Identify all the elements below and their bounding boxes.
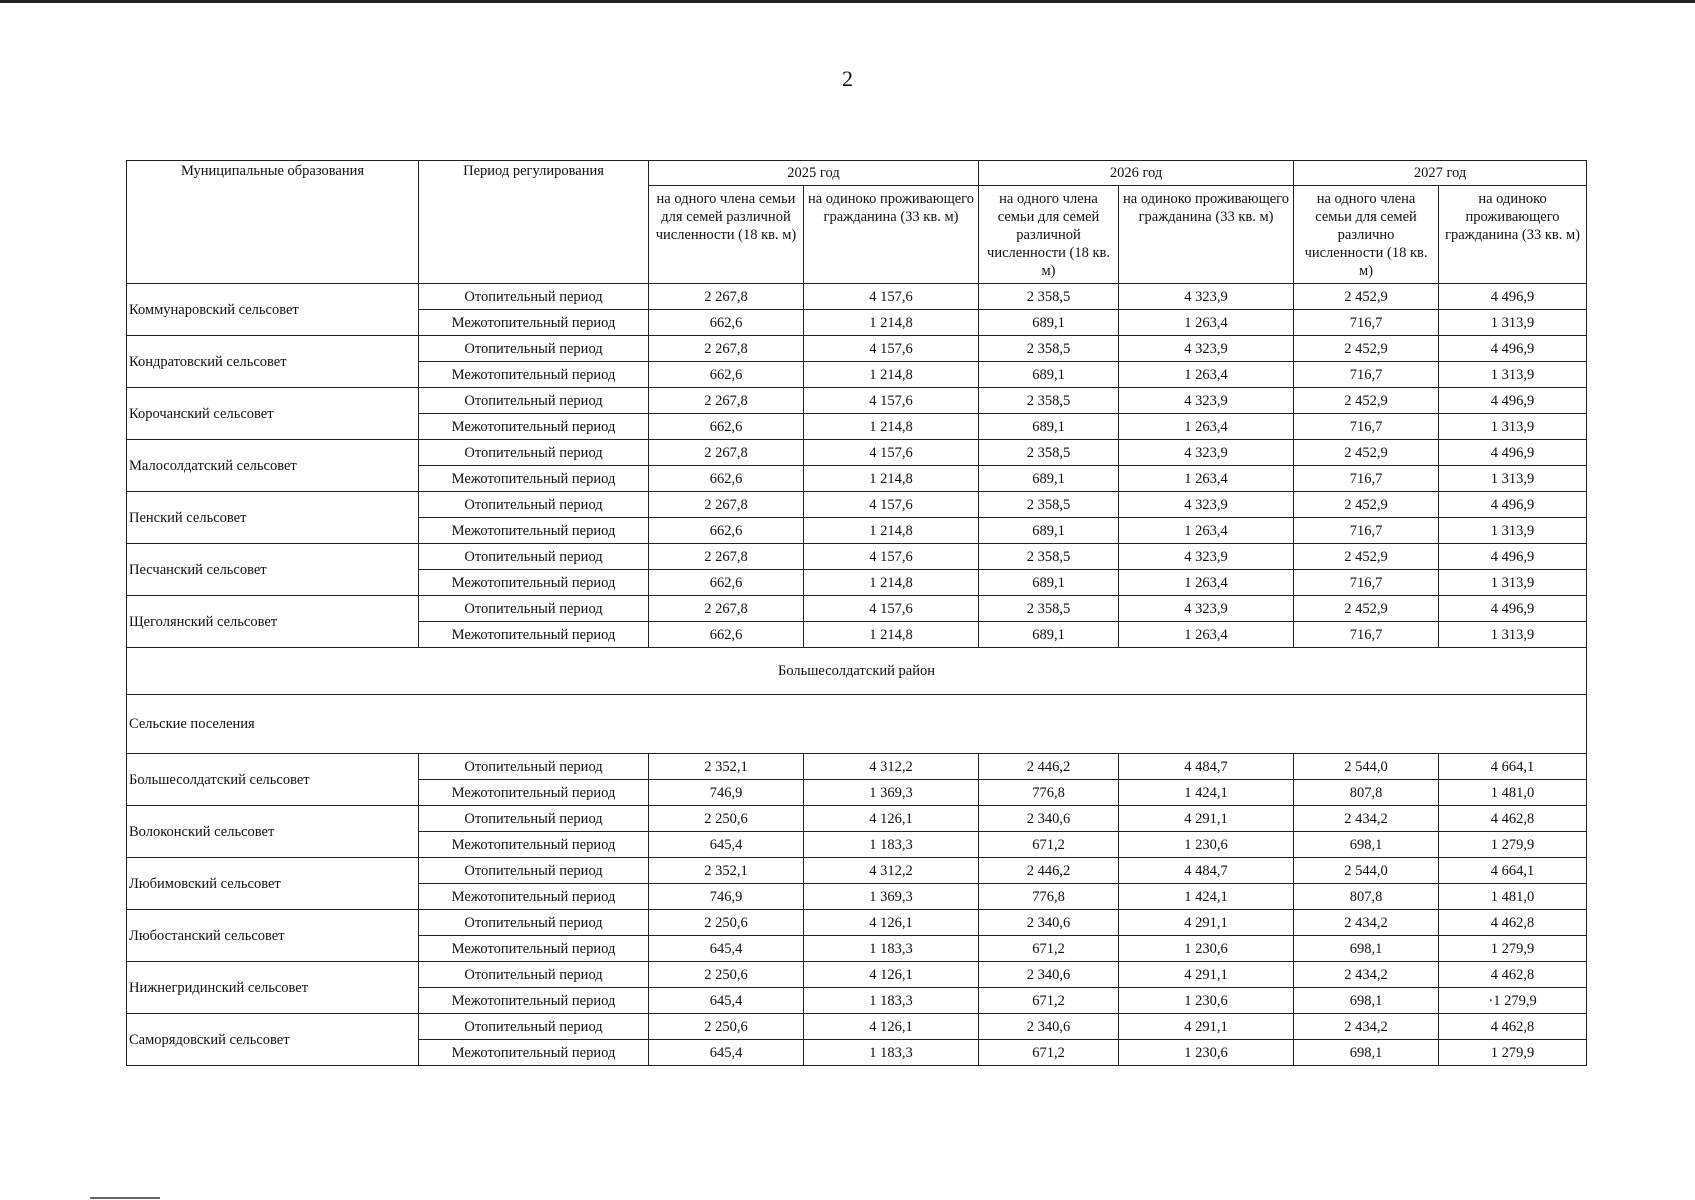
tariff-value: 4 462,8 [1439,806,1587,832]
tariff-value: 671,2 [979,1040,1119,1066]
header-municipality: Муниципальные образования [127,161,419,284]
district-block [127,648,1587,754]
tariff-value: 4 157,6 [804,388,979,414]
tariff-value: 2 352,1 [649,858,804,884]
tariff-value: 1 263,4 [1119,518,1294,544]
tariff-value: 2 358,5 [979,336,1119,362]
heating-period-label: Отопительный период [419,544,649,570]
heating-period-label: Отопительный период [419,806,649,832]
tariff-value: 807,8 [1294,884,1439,910]
tariff-value: 1 369,3 [804,884,979,910]
header-single-2025: на одиноко проживающего гражданина (33 кв. м) [804,186,979,284]
tariff-value: 1 214,8 [804,414,979,440]
municipality-name: Саморядовский сельсовет [127,1014,419,1066]
tariff-value: 4 496,9 [1439,596,1587,622]
header-period: Период регулирования [419,161,649,284]
tariff-value: 1 230,6 [1119,936,1294,962]
tariff-value: 716,7 [1294,466,1439,492]
tariff-value: 1 279,9 [1439,832,1587,858]
tariff-value: 2 544,0 [1294,858,1439,884]
tariff-value: 4 496,9 [1439,336,1587,362]
municipality-name: Любимовский сельсовет [127,858,419,910]
tariff-value: 2 446,2 [979,858,1119,884]
tariff-value: 2 452,9 [1294,336,1439,362]
tariff-value: 4 462,8 [1439,962,1587,988]
municipality-name: Коммунаровский сельсовет [127,284,419,336]
tariff-value: 645,4 [649,1040,804,1066]
tariff-value: 689,1 [979,570,1119,596]
tariff-value: 4 462,8 [1439,910,1587,936]
tariff-value: 4 126,1 [804,1014,979,1040]
tariff-value: 4 291,1 [1119,910,1294,936]
municipality-name: Пенский сельсовет [127,492,419,544]
tariff-value: 4 664,1 [1439,858,1587,884]
tariff-value: 698,1 [1294,832,1439,858]
tariff-value: 807,8 [1294,780,1439,806]
tariff-value: 4 496,9 [1439,440,1587,466]
tariff-value: 2 267,8 [649,388,804,414]
tariff-value: 1 183,3 [804,988,979,1014]
tariff-value: 2 267,8 [649,544,804,570]
tariff-value: 1 313,9 [1439,466,1587,492]
tariff-value: 2 434,2 [1294,1014,1439,1040]
tariff-value: 4 291,1 [1119,962,1294,988]
tariff-value: 2 358,5 [979,492,1119,518]
municipality-name: Волоконский сельсовет [127,806,419,858]
tariff-value: 4 496,9 [1439,492,1587,518]
page-number: 2 [842,66,853,91]
tariff-value: 2 434,2 [1294,806,1439,832]
tariff-value: 2 452,9 [1294,388,1439,414]
non-heating-period-label: Межотопительный период [419,988,649,1014]
tariff-value: 2 452,9 [1294,284,1439,310]
tariff-value: 1 424,1 [1119,884,1294,910]
tariff-value: 2 267,8 [649,336,804,362]
municipality-name: Малосолдатский сельсовет [127,440,419,492]
tariff-value: 662,6 [649,622,804,648]
tariff-value: 1 230,6 [1119,832,1294,858]
tariff-value: 2 340,6 [979,962,1119,988]
tariff-value: 2 358,5 [979,284,1119,310]
table-row [127,492,1587,518]
tariff-value: 4 323,9 [1119,596,1294,622]
tariff-value: 716,7 [1294,570,1439,596]
municipality-name: Песчанский сельсовет [127,544,419,596]
tariff-value: 2 452,9 [1294,544,1439,570]
heating-period-label: Отопительный период [419,388,649,414]
table-row [127,388,1587,414]
tariff-value: 4 484,7 [1119,858,1294,884]
tariff-value: 662,6 [649,310,804,336]
tariff-value: 4 312,2 [804,754,979,780]
municipality-name: Щеголянский сельсовет [127,596,419,648]
tariff-value: 1 214,8 [804,466,979,492]
municipality-name: Корочанский сельсовет [127,388,419,440]
tariff-value: 1 183,3 [804,1040,979,1066]
document-body [126,160,1586,1066]
tariff-value: 1 263,4 [1119,414,1294,440]
non-heating-period-label: Межотопительный период [419,936,649,962]
header-single-2026: на одиноко проживающего гражданина (33 кв. м) [1119,186,1294,284]
municipality-name: Любостанский сельсовет [127,910,419,962]
tariff-value: 2 340,6 [979,910,1119,936]
tariff-value: 662,6 [649,414,804,440]
tariff-value: 776,8 [979,884,1119,910]
header-year-2026: 2026 год [979,161,1294,186]
tariff-value: 4 462,8 [1439,1014,1587,1040]
tariff-value: 4 157,6 [804,336,979,362]
section-2-rows [127,754,1587,1066]
tariff-value: 1 230,6 [1119,1040,1294,1066]
tariff-value: 746,9 [649,780,804,806]
tariff-value: 1 263,4 [1119,310,1294,336]
tariff-value: 662,6 [649,362,804,388]
non-heating-period-label: Межотопительный период [419,1040,649,1066]
tariff-value: 4 312,2 [804,858,979,884]
table-row [127,336,1587,362]
scan-footer-mark [90,1197,160,1199]
tariff-value: 2 267,8 [649,440,804,466]
heating-period-label: Отопительный период [419,858,649,884]
table-row [127,544,1587,570]
subgroup-title: Сельские поселения [127,695,1587,754]
heating-period-label: Отопительный период [419,284,649,310]
table-row [127,440,1587,466]
tariff-value: 4 157,6 [804,544,979,570]
heating-period-label: Отопительный период [419,910,649,936]
non-heating-period-label: Межотопительный период [419,570,649,596]
tariff-value: 4 126,1 [804,910,979,936]
non-heating-period-label: Межотопительный период [419,414,649,440]
tariff-value: 1 214,8 [804,362,979,388]
tariff-value: 1 183,3 [804,936,979,962]
tariff-value: 671,2 [979,988,1119,1014]
non-heating-period-label: Межотопительный период [419,884,649,910]
municipality-name: Большесолдатский сельсовет [127,754,419,806]
tariff-value: 1 214,8 [804,570,979,596]
table-row [127,754,1587,780]
tariff-value: 698,1 [1294,936,1439,962]
tariff-value: 2 452,9 [1294,492,1439,518]
header-per-member-2025: на одного члена семьи для семей различной численности (18 кв. м) [649,186,804,284]
tariff-value: 1 214,8 [804,622,979,648]
tariff-value: 1 263,4 [1119,466,1294,492]
non-heating-period-label: Межотопительный период [419,622,649,648]
tariff-value: 689,1 [979,466,1119,492]
tariff-value: 4 323,9 [1119,492,1294,518]
tariff-value: 716,7 [1294,310,1439,336]
table-row [127,910,1587,936]
tariff-value: 2 352,1 [649,754,804,780]
tariff-value: 1 424,1 [1119,780,1294,806]
tariff-value: 4 126,1 [804,962,979,988]
tariff-value: 645,4 [649,988,804,1014]
tariff-value: 4 323,9 [1119,336,1294,362]
tariff-value: 1 214,8 [804,518,979,544]
tariff-value: 1 263,4 [1119,622,1294,648]
tariff-value: 716,7 [1294,518,1439,544]
tariff-value: 698,1 [1294,1040,1439,1066]
scan-top-edge [0,0,1695,3]
tariff-value: 4 484,7 [1119,754,1294,780]
table-row [127,806,1587,832]
tariff-value: 2 250,6 [649,1014,804,1040]
tariff-value: 2 267,8 [649,596,804,622]
tariff-value: 662,6 [649,570,804,596]
header-year-2027: 2027 год [1294,161,1587,186]
tariff-value: 4 496,9 [1439,284,1587,310]
tariff-value: 4 323,9 [1119,544,1294,570]
tariff-value: 671,2 [979,936,1119,962]
heating-period-label: Отопительный период [419,596,649,622]
tariff-value: 2 452,9 [1294,596,1439,622]
heating-period-label: Отопительный период [419,440,649,466]
tariff-value: 671,2 [979,832,1119,858]
non-heating-period-label: Межотопительный период [419,518,649,544]
table-row [127,284,1587,310]
tariff-value: 1 313,9 [1439,518,1587,544]
tariff-value: 1 183,3 [804,832,979,858]
tariff-value: 2 340,6 [979,1014,1119,1040]
table-row [127,596,1587,622]
tariff-value: 716,7 [1294,414,1439,440]
tariff-value: 1 481,0 [1439,780,1587,806]
tariff-value: 1 230,6 [1119,988,1294,1014]
tariff-value: 4 126,1 [804,806,979,832]
tariff-value: 4 323,9 [1119,388,1294,414]
tariff-value: 2 358,5 [979,440,1119,466]
tariff-value: 1 279,9 [1439,1040,1587,1066]
tariff-value: 689,1 [979,518,1119,544]
municipality-name: Кондратовский сельсовет [127,336,419,388]
header-per-member-2026: на одного члена семьи для семей различной численности (18 кв. м) [979,186,1119,284]
tariff-value: 2 446,2 [979,754,1119,780]
tariff-value: 2 267,8 [649,492,804,518]
header-per-member-2027: на одного члена семьи для семей различно численности (18 кв. м) [1294,186,1439,284]
heating-period-label: Отопительный период [419,1014,649,1040]
tariff-value: 698,1 [1294,988,1439,1014]
tariff-value: 2 340,6 [979,806,1119,832]
non-heating-period-label: Межотопительный период [419,310,649,336]
tariff-value: 1 313,9 [1439,414,1587,440]
tariff-value: 4 496,9 [1439,544,1587,570]
tariff-value: 2 250,6 [649,806,804,832]
district-title: Большесолдатский район [127,648,1587,695]
tariff-value: 645,4 [649,832,804,858]
tariff-value: 4 291,1 [1119,806,1294,832]
non-heating-period-label: Межотопительный период [419,832,649,858]
table-row [127,1014,1587,1040]
tariff-value: 1 263,4 [1119,570,1294,596]
tariff-value: 4 323,9 [1119,284,1294,310]
tariff-value: 1 481,0 [1439,884,1587,910]
tariff-value: 746,9 [649,884,804,910]
heating-period-label: Отопительный период [419,754,649,780]
section-1-rows [127,284,1587,648]
tariff-value: 1 369,3 [804,780,979,806]
tariff-value: 1 214,8 [804,310,979,336]
tariff-value: 4 157,6 [804,284,979,310]
tariff-value: 4 157,6 [804,492,979,518]
non-heating-period-label: Межотопительный период [419,780,649,806]
tariff-value: 1 313,9 [1439,310,1587,336]
tariff-value: 662,6 [649,466,804,492]
tariff-value: 645,4 [649,936,804,962]
table-header [127,161,1587,284]
tariff-value: 1 313,9 [1439,570,1587,596]
tariff-value: 662,6 [649,518,804,544]
municipality-name: Нижнегридинский сельсовет [127,962,419,1014]
tariff-value: 2 358,5 [979,388,1119,414]
tariff-value: 4 291,1 [1119,1014,1294,1040]
tariff-value: ·1 279,9 [1439,988,1587,1014]
heating-period-label: Отопительный период [419,962,649,988]
header-year-2025: 2025 год [649,161,979,186]
tariff-value: 1 263,4 [1119,362,1294,388]
tariff-value: 776,8 [979,780,1119,806]
tariff-value: 2 250,6 [649,910,804,936]
tariff-value: 4 157,6 [804,596,979,622]
tariff-value: 2 267,8 [649,284,804,310]
table-row [127,858,1587,884]
tariff-value: 1 313,9 [1439,362,1587,388]
tariff-value: 2 250,6 [649,962,804,988]
tariff-value: 2 358,5 [979,596,1119,622]
tariff-value: 4 664,1 [1439,754,1587,780]
tariff-value: 689,1 [979,414,1119,440]
tariff-value: 4 323,9 [1119,440,1294,466]
tariff-value: 2 544,0 [1294,754,1439,780]
tariff-value: 2 434,2 [1294,962,1439,988]
heating-period-label: Отопительный период [419,492,649,518]
tariff-value: 1 279,9 [1439,936,1587,962]
table-row [127,962,1587,988]
tariff-value: 716,7 [1294,622,1439,648]
tariff-value: 4 496,9 [1439,388,1587,414]
tariff-value: 2 452,9 [1294,440,1439,466]
tariff-value: 1 313,9 [1439,622,1587,648]
tariff-value: 689,1 [979,310,1119,336]
tariff-value: 689,1 [979,362,1119,388]
header-single-2027: на одиноко проживающего гражданина (33 кв. м) [1439,186,1587,284]
tariff-value: 2 434,2 [1294,910,1439,936]
tariff-value: 689,1 [979,622,1119,648]
non-heating-period-label: Межотопительный период [419,466,649,492]
tariff-table [126,160,1587,1066]
non-heating-period-label: Межотопительный период [419,362,649,388]
tariff-value: 716,7 [1294,362,1439,388]
heating-period-label: Отопительный период [419,336,649,362]
tariff-value: 2 358,5 [979,544,1119,570]
tariff-value: 4 157,6 [804,440,979,466]
